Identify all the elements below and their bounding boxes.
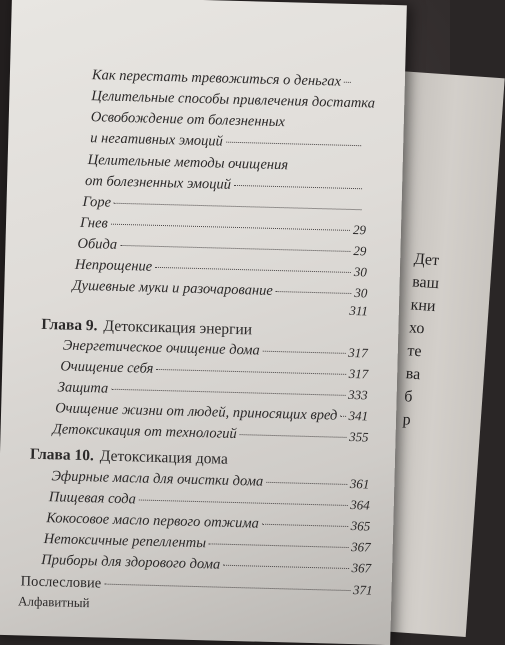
toc-entry-title: Как перестать тревожиться о деньгах — [92, 67, 342, 91]
toc-entry-title: Нетоксичные репелленты — [44, 531, 207, 552]
toc-entry-title: Целительные способы привлечения достатка — [91, 88, 375, 112]
leader-dots — [223, 565, 348, 569]
toc-entry-title: Обида — [77, 236, 117, 254]
leader-dots — [276, 291, 352, 294]
toc-entry-title: Приборы для здорового дома — [41, 552, 220, 574]
toc-entry-title: Освобождение от болезненных — [91, 109, 286, 131]
toc-tail-text: Алфавитный — [18, 593, 90, 611]
toc-entry-title: Целительные методы очищения — [87, 152, 288, 174]
toc-entry — [91, 88, 361, 112]
toc-entry-page: 30 — [354, 264, 367, 280]
toc-entry-title: Кокосовое масло первого отжима — [46, 510, 259, 533]
toc-entry-page: 317 — [348, 345, 368, 362]
right-page-fragment: те — [407, 342, 422, 361]
chapter-heading — [30, 446, 228, 469]
toc-entry-page: 367 — [351, 560, 371, 577]
toc-entry — [90, 130, 364, 154]
toc-entry-title: Защита — [58, 379, 109, 397]
toc-entry-page: 29 — [353, 222, 366, 238]
right-page-fragment: ва — [405, 365, 421, 384]
toc-entry-title: Гнев — [80, 215, 108, 233]
leader-dots — [266, 482, 347, 485]
leader-dots — [340, 416, 345, 417]
right-page-fragment: Дет — [413, 250, 439, 270]
toc-entry-title: Детоксикация от технологий — [52, 421, 237, 443]
right-page-fragment: кни — [410, 296, 436, 316]
leader-dots — [104, 584, 350, 591]
leader-dots — [344, 82, 351, 83]
leader-dots — [111, 389, 345, 396]
leader-dots — [209, 543, 348, 548]
toc-entry — [80, 215, 366, 239]
leader-dots — [263, 351, 346, 354]
leader-dots — [234, 185, 362, 189]
chapter-heading — [41, 316, 252, 340]
toc-entry — [87, 152, 363, 176]
toc-entry — [41, 552, 371, 578]
toc-entry-title: Энергетическое очищение дома — [63, 337, 260, 359]
toc-entry-title: Эфирные масла для очистки дома — [51, 468, 263, 491]
toc-entry — [75, 257, 367, 282]
right-page-fragment: р — [402, 411, 411, 430]
toc-entry-title: от болезненных эмоций — [85, 173, 231, 194]
leader-dots — [111, 224, 350, 231]
toc-entry-page: 355 — [349, 429, 369, 446]
right-page-fragment: б — [404, 388, 413, 407]
toc-entry — [77, 236, 366, 261]
toc-entry — [92, 67, 354, 91]
toc-entry-title: Пищевая сода — [49, 489, 136, 508]
leader-dots — [155, 267, 351, 273]
toc-entry-title: Непрощение — [75, 257, 153, 276]
toc-entry-title: Очищение себя — [60, 358, 153, 377]
toc-entry-page: 361 — [350, 476, 370, 493]
toc-entry-title: и негативных эмоций — [90, 130, 223, 150]
leader-dots — [139, 499, 347, 505]
toc-entry-page: 365 — [351, 518, 371, 535]
toc-entry-page: 367 — [351, 539, 371, 556]
right-page-fragment: ваш — [412, 273, 440, 293]
leader-dots — [240, 434, 346, 438]
leader-dots — [120, 245, 350, 252]
toc-entry-page: 364 — [350, 497, 370, 514]
toc-entry-page: 311 — [349, 303, 368, 319]
chapter-title: Детоксикация энергии — [103, 318, 252, 340]
toc-entry — [82, 194, 364, 218]
leader-dots — [262, 524, 348, 527]
right-page-fragment: хо — [408, 319, 425, 338]
toc-entry-page: 341 — [348, 408, 368, 425]
toc-entry-page: 317 — [348, 366, 368, 383]
chapter-title: Детоксикация дома — [100, 447, 228, 468]
leader-dots — [73, 305, 346, 312]
leader-dots — [114, 203, 362, 210]
toc-entry-page: 371 — [353, 582, 373, 599]
chapter-number: Глава 10. — [30, 446, 94, 466]
toc-entry-page: 30 — [354, 285, 367, 301]
toc-entry-title: Горе — [82, 194, 111, 212]
chapter-number: Глава 9. — [41, 316, 98, 335]
toc-entry-title: Очищение жизни от людей, приносящих вред — [55, 400, 338, 424]
toc-entry — [91, 109, 363, 133]
leader-dots — [226, 142, 361, 147]
toc-entry — [52, 421, 368, 446]
toc-entry-page: 333 — [348, 387, 368, 404]
toc-entry — [85, 173, 365, 197]
toc-entry-title: Душевные муки и разочарование — [72, 278, 273, 300]
leader-dots — [156, 369, 345, 375]
toc-entry-page: 29 — [353, 243, 366, 259]
toc-entry-title: Послесловие — [20, 573, 101, 592]
